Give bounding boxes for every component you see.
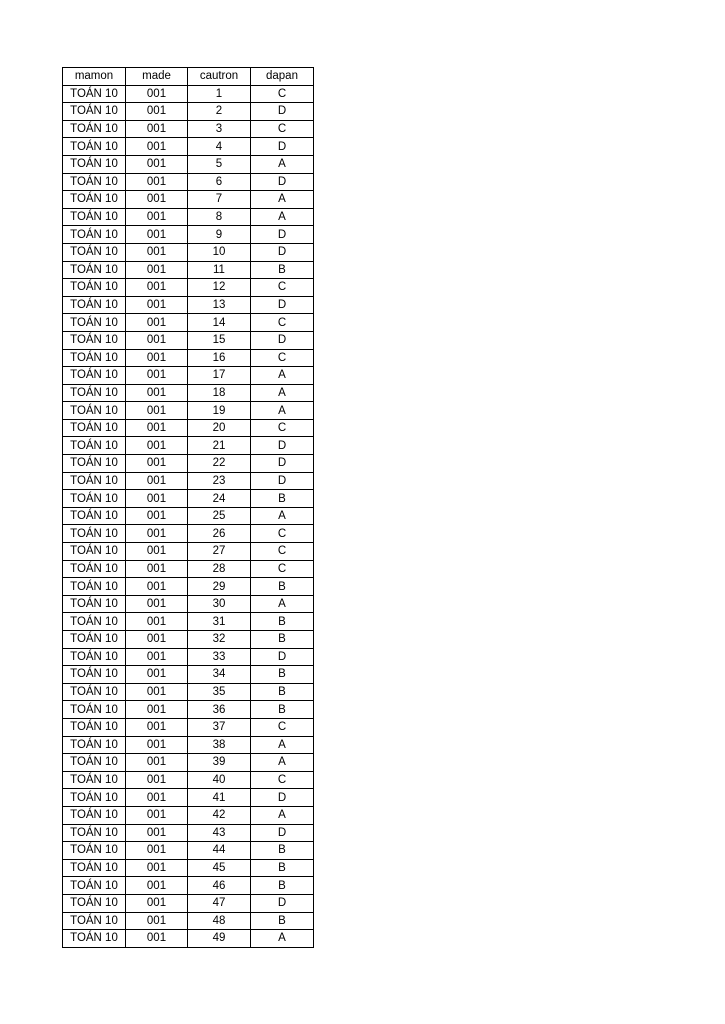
cell-dapan: A	[251, 402, 314, 420]
cell-dapan: A	[251, 208, 314, 226]
table-row	[63, 525, 314, 543]
cell-dapan: C	[251, 419, 314, 437]
cell-mamon: TOÁN 10	[63, 806, 126, 824]
cell-dapan: D	[251, 296, 314, 314]
cell-cautron: 38	[188, 736, 251, 754]
cell-made: 001	[126, 455, 188, 473]
cell-mamon: TOÁN 10	[63, 155, 126, 173]
header-cautron: cautron	[188, 68, 251, 86]
cell-mamon: TOÁN 10	[63, 859, 126, 877]
cell-made: 001	[126, 631, 188, 649]
cell-made: 001	[126, 525, 188, 543]
cell-made: 001	[126, 331, 188, 349]
cell-dapan: D	[251, 226, 314, 244]
cell-dapan: C	[251, 279, 314, 297]
cell-cautron: 13	[188, 296, 251, 314]
cell-made: 001	[126, 349, 188, 367]
cell-made: 001	[126, 296, 188, 314]
cell-made: 001	[126, 279, 188, 297]
cell-made: 001	[126, 806, 188, 824]
cell-dapan: D	[251, 789, 314, 807]
cell-dapan: A	[251, 155, 314, 173]
table-row	[63, 842, 314, 860]
cell-mamon: TOÁN 10	[63, 507, 126, 525]
cell-dapan: C	[251, 85, 314, 103]
cell-mamon: TOÁN 10	[63, 894, 126, 912]
cell-mamon: TOÁN 10	[63, 455, 126, 473]
table-row	[63, 507, 314, 525]
cell-dapan: A	[251, 507, 314, 525]
table-row	[63, 296, 314, 314]
table-row	[63, 771, 314, 789]
cell-made: 001	[126, 877, 188, 895]
cell-cautron: 43	[188, 824, 251, 842]
cell-dapan: D	[251, 331, 314, 349]
cell-cautron: 47	[188, 894, 251, 912]
table-body	[63, 85, 314, 947]
cell-mamon: TOÁN 10	[63, 384, 126, 402]
cell-dapan: C	[251, 314, 314, 332]
cell-cautron: 39	[188, 754, 251, 772]
table-row	[63, 279, 314, 297]
table-header	[63, 68, 314, 86]
cell-dapan: A	[251, 367, 314, 385]
cell-made: 001	[126, 208, 188, 226]
cell-made: 001	[126, 595, 188, 613]
cell-dapan: A	[251, 736, 314, 754]
cell-cautron: 16	[188, 349, 251, 367]
cell-made: 001	[126, 613, 188, 631]
cell-dapan: B	[251, 701, 314, 719]
table-row	[63, 718, 314, 736]
table-row	[63, 243, 314, 261]
cell-cautron: 12	[188, 279, 251, 297]
cell-cautron: 22	[188, 455, 251, 473]
cell-cautron: 6	[188, 173, 251, 191]
cell-cautron: 2	[188, 103, 251, 121]
answer-key-table	[62, 67, 314, 948]
cell-mamon: TOÁN 10	[63, 314, 126, 332]
cell-mamon: TOÁN 10	[63, 912, 126, 930]
table-row	[63, 824, 314, 842]
cell-cautron: 36	[188, 701, 251, 719]
cell-made: 001	[126, 736, 188, 754]
cell-cautron: 3	[188, 120, 251, 138]
cell-dapan: A	[251, 595, 314, 613]
cell-made: 001	[126, 560, 188, 578]
cell-made: 001	[126, 718, 188, 736]
cell-cautron: 19	[188, 402, 251, 420]
table-row	[63, 595, 314, 613]
cell-made: 001	[126, 367, 188, 385]
table-row	[63, 120, 314, 138]
table-row	[63, 578, 314, 596]
cell-made: 001	[126, 930, 188, 948]
cell-mamon: TOÁN 10	[63, 824, 126, 842]
cell-made: 001	[126, 261, 188, 279]
header-made: made	[126, 68, 188, 86]
cell-made: 001	[126, 894, 188, 912]
cell-mamon: TOÁN 10	[63, 472, 126, 490]
cell-dapan: D	[251, 472, 314, 490]
table-row	[63, 226, 314, 244]
header-row	[63, 68, 314, 86]
cell-cautron: 34	[188, 666, 251, 684]
cell-cautron: 25	[188, 507, 251, 525]
table-row	[63, 490, 314, 508]
cell-made: 001	[126, 578, 188, 596]
cell-dapan: B	[251, 877, 314, 895]
cell-dapan: D	[251, 243, 314, 261]
cell-mamon: TOÁN 10	[63, 103, 126, 121]
cell-made: 001	[126, 120, 188, 138]
cell-made: 001	[126, 683, 188, 701]
cell-dapan: A	[251, 191, 314, 209]
table-row	[63, 754, 314, 772]
cell-mamon: TOÁN 10	[63, 595, 126, 613]
cell-dapan: C	[251, 771, 314, 789]
table-row	[63, 789, 314, 807]
table-row	[63, 736, 314, 754]
cell-cautron: 28	[188, 560, 251, 578]
cell-dapan: B	[251, 683, 314, 701]
cell-cautron: 5	[188, 155, 251, 173]
cell-made: 001	[126, 419, 188, 437]
cell-made: 001	[126, 507, 188, 525]
cell-cautron: 17	[188, 367, 251, 385]
cell-cautron: 35	[188, 683, 251, 701]
table-row	[63, 648, 314, 666]
cell-cautron: 14	[188, 314, 251, 332]
cell-dapan: D	[251, 455, 314, 473]
cell-mamon: TOÁN 10	[63, 666, 126, 684]
table-row	[63, 701, 314, 719]
cell-made: 001	[126, 490, 188, 508]
cell-dapan: B	[251, 912, 314, 930]
table-row	[63, 261, 314, 279]
cell-made: 001	[126, 666, 188, 684]
cell-cautron: 29	[188, 578, 251, 596]
cell-made: 001	[126, 191, 188, 209]
cell-cautron: 7	[188, 191, 251, 209]
cell-mamon: TOÁN 10	[63, 331, 126, 349]
cell-mamon: TOÁN 10	[63, 367, 126, 385]
cell-mamon: TOÁN 10	[63, 701, 126, 719]
cell-dapan: D	[251, 894, 314, 912]
table-row	[63, 930, 314, 948]
cell-made: 001	[126, 824, 188, 842]
cell-made: 001	[126, 85, 188, 103]
cell-mamon: TOÁN 10	[63, 789, 126, 807]
cell-mamon: TOÁN 10	[63, 683, 126, 701]
table-row	[63, 208, 314, 226]
table-row	[63, 877, 314, 895]
table-row	[63, 912, 314, 930]
table-row	[63, 349, 314, 367]
cell-mamon: TOÁN 10	[63, 226, 126, 244]
cell-mamon: TOÁN 10	[63, 631, 126, 649]
cell-dapan: B	[251, 490, 314, 508]
cell-cautron: 31	[188, 613, 251, 631]
table-row	[63, 631, 314, 649]
cell-dapan: D	[251, 173, 314, 191]
cell-mamon: TOÁN 10	[63, 191, 126, 209]
cell-made: 001	[126, 173, 188, 191]
cell-cautron: 21	[188, 437, 251, 455]
cell-made: 001	[126, 226, 188, 244]
cell-dapan: D	[251, 648, 314, 666]
table-row	[63, 894, 314, 912]
cell-mamon: TOÁN 10	[63, 437, 126, 455]
cell-cautron: 46	[188, 877, 251, 895]
cell-made: 001	[126, 402, 188, 420]
table-row	[63, 455, 314, 473]
cell-cautron: 33	[188, 648, 251, 666]
cell-made: 001	[126, 771, 188, 789]
cell-cautron: 9	[188, 226, 251, 244]
cell-mamon: TOÁN 10	[63, 543, 126, 561]
cell-cautron: 20	[188, 419, 251, 437]
table-row	[63, 331, 314, 349]
table-row	[63, 367, 314, 385]
cell-cautron: 4	[188, 138, 251, 156]
cell-made: 001	[126, 754, 188, 772]
cell-made: 001	[126, 437, 188, 455]
cell-made: 001	[126, 859, 188, 877]
cell-dapan: B	[251, 631, 314, 649]
cell-cautron: 18	[188, 384, 251, 402]
cell-made: 001	[126, 842, 188, 860]
cell-cautron: 27	[188, 543, 251, 561]
cell-dapan: D	[251, 824, 314, 842]
cell-cautron: 40	[188, 771, 251, 789]
cell-made: 001	[126, 912, 188, 930]
table-row	[63, 560, 314, 578]
cell-mamon: TOÁN 10	[63, 613, 126, 631]
cell-made: 001	[126, 648, 188, 666]
header-mamon: mamon	[63, 68, 126, 86]
cell-dapan: B	[251, 578, 314, 596]
cell-mamon: TOÁN 10	[63, 560, 126, 578]
cell-cautron: 32	[188, 631, 251, 649]
cell-mamon: TOÁN 10	[63, 296, 126, 314]
cell-made: 001	[126, 138, 188, 156]
cell-dapan: C	[251, 349, 314, 367]
cell-cautron: 48	[188, 912, 251, 930]
cell-cautron: 1	[188, 85, 251, 103]
cell-mamon: TOÁN 10	[63, 754, 126, 772]
table-row	[63, 155, 314, 173]
cell-mamon: TOÁN 10	[63, 402, 126, 420]
table-row	[63, 472, 314, 490]
cell-mamon: TOÁN 10	[63, 736, 126, 754]
cell-mamon: TOÁN 10	[63, 842, 126, 860]
cell-mamon: TOÁN 10	[63, 578, 126, 596]
table-row	[63, 138, 314, 156]
cell-mamon: TOÁN 10	[63, 490, 126, 508]
cell-dapan: D	[251, 437, 314, 455]
cell-dapan: C	[251, 560, 314, 578]
cell-mamon: TOÁN 10	[63, 173, 126, 191]
cell-cautron: 23	[188, 472, 251, 490]
cell-made: 001	[126, 155, 188, 173]
cell-dapan: D	[251, 138, 314, 156]
cell-mamon: TOÁN 10	[63, 349, 126, 367]
cell-cautron: 45	[188, 859, 251, 877]
cell-cautron: 8	[188, 208, 251, 226]
cell-cautron: 37	[188, 718, 251, 736]
table-row	[63, 859, 314, 877]
table-row	[63, 314, 314, 332]
cell-made: 001	[126, 384, 188, 402]
cell-dapan: B	[251, 859, 314, 877]
table-row	[63, 173, 314, 191]
cell-mamon: TOÁN 10	[63, 718, 126, 736]
cell-mamon: TOÁN 10	[63, 138, 126, 156]
table-row	[63, 683, 314, 701]
cell-made: 001	[126, 789, 188, 807]
cell-mamon: TOÁN 10	[63, 525, 126, 543]
cell-mamon: TOÁN 10	[63, 243, 126, 261]
table-row	[63, 402, 314, 420]
cell-dapan: C	[251, 525, 314, 543]
cell-cautron: 49	[188, 930, 251, 948]
cell-mamon: TOÁN 10	[63, 208, 126, 226]
cell-cautron: 10	[188, 243, 251, 261]
cell-dapan: C	[251, 120, 314, 138]
table-row	[63, 103, 314, 121]
table-row	[63, 437, 314, 455]
cell-dapan: A	[251, 384, 314, 402]
cell-cautron: 41	[188, 789, 251, 807]
cell-cautron: 26	[188, 525, 251, 543]
cell-dapan: A	[251, 754, 314, 772]
cell-cautron: 11	[188, 261, 251, 279]
cell-made: 001	[126, 472, 188, 490]
cell-made: 001	[126, 543, 188, 561]
cell-dapan: D	[251, 103, 314, 121]
table-row	[63, 85, 314, 103]
cell-cautron: 42	[188, 806, 251, 824]
cell-mamon: TOÁN 10	[63, 120, 126, 138]
cell-made: 001	[126, 103, 188, 121]
cell-dapan: B	[251, 842, 314, 860]
cell-mamon: TOÁN 10	[63, 279, 126, 297]
cell-dapan: B	[251, 613, 314, 631]
cell-mamon: TOÁN 10	[63, 85, 126, 103]
cell-cautron: 44	[188, 842, 251, 860]
table-row	[63, 613, 314, 631]
cell-mamon: TOÁN 10	[63, 771, 126, 789]
cell-dapan: A	[251, 806, 314, 824]
table-row	[63, 419, 314, 437]
table-row	[63, 666, 314, 684]
table-row	[63, 543, 314, 561]
cell-dapan: C	[251, 718, 314, 736]
cell-made: 001	[126, 701, 188, 719]
cell-dapan: C	[251, 543, 314, 561]
cell-mamon: TOÁN 10	[63, 930, 126, 948]
cell-cautron: 15	[188, 331, 251, 349]
cell-mamon: TOÁN 10	[63, 648, 126, 666]
cell-dapan: A	[251, 930, 314, 948]
table-row	[63, 191, 314, 209]
header-dapan: dapan	[251, 68, 314, 86]
table-row	[63, 806, 314, 824]
cell-mamon: TOÁN 10	[63, 877, 126, 895]
cell-dapan: B	[251, 261, 314, 279]
table-row	[63, 384, 314, 402]
cell-mamon: TOÁN 10	[63, 261, 126, 279]
cell-mamon: TOÁN 10	[63, 419, 126, 437]
cell-made: 001	[126, 314, 188, 332]
cell-cautron: 30	[188, 595, 251, 613]
cell-dapan: B	[251, 666, 314, 684]
cell-made: 001	[126, 243, 188, 261]
cell-cautron: 24	[188, 490, 251, 508]
